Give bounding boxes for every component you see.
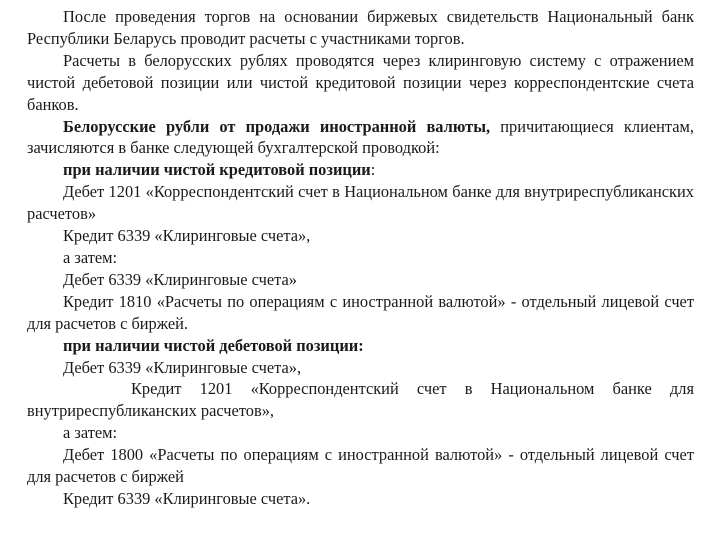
text-then: а затем: xyxy=(63,247,118,267)
entry-debit-6339: Дебет 6339 «Клиринговые счета» xyxy=(63,269,297,289)
bold-debit-position: при наличии чистой дебетовой позиции: xyxy=(63,335,364,355)
text-then-b: а затем: xyxy=(63,423,118,443)
bold-credit-position: при наличии чистой кредитовой позиции xyxy=(63,160,371,180)
entry-debit-6339-b: Дебет 6339 «Клиринговые счета», xyxy=(63,357,302,377)
entry-credit-1201: Кредит 1201 «Корреспондентский счет в Национальном банке для внутриреспубликанских расчетов», xyxy=(27,379,694,421)
paragraph-currency-sale xyxy=(27,116,694,160)
entry-debit-1201: Дебет 1201 «Корреспондентский счет в Национальном банке для внутриреспубликанских расчетов» xyxy=(27,182,694,224)
entry-credit-6339: Кредит 6339 «Клиринговые счета», xyxy=(63,226,311,246)
document-body xyxy=(27,6,694,510)
entry-debit-1800: Дебет 1800 «Расчеты по операциям с иностранной валютой» - отдельный лицевой счет для расчетов с биржей xyxy=(27,445,694,487)
heading-debit-position xyxy=(27,335,694,357)
paragraph-clearing-system: Расчеты в белорусских рублях проводятся через клиринговую систему с отражением чистой дебетовой позиции или чистой кредитовой позиции через корреспондентские счета банков. xyxy=(27,50,694,114)
entry-credit-1810: Кредит 1810 «Расчеты по операциям с иностранной валютой» - отдельный лицевой счет для расчетов с биржей. xyxy=(27,291,694,333)
paragraph-text: причитающиеся клиентам, зачисляются в банке следующей бухгалтерской проводкой: xyxy=(27,116,694,158)
bold-lead-currency-sale: Белорусские рубли от продажи иностранной валюты, xyxy=(63,116,491,136)
entry-credit-6339-b: Кредит 6339 «Клиринговые счета». xyxy=(63,488,311,508)
paragraph-text: : xyxy=(370,160,376,180)
paragraph-settlement-intro: После проведения торгов на основании биржевых свидетельств Национальный банк Республики Беларусь проводит расчеты с участниками торгов. xyxy=(27,7,694,48)
heading-credit-position xyxy=(27,159,694,181)
